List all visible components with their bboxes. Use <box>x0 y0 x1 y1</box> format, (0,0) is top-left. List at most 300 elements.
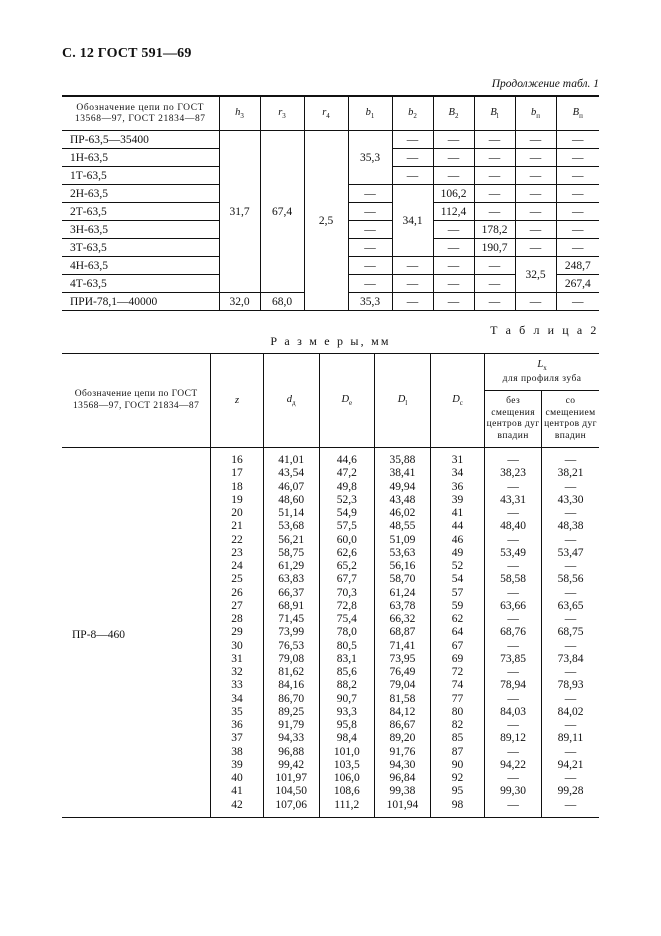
table-continuation-label: Продолжение табл. 1 <box>491 78 599 90</box>
header-B2-symbol: B <box>448 106 455 118</box>
pad-cell <box>430 812 484 818</box>
z-value: 33 <box>211 679 263 692</box>
cell-dash: — <box>474 275 515 293</box>
De2-value: 41 <box>430 507 484 520</box>
Bl-value: 190,7 <box>474 239 515 257</box>
header-bn-sub: п <box>536 112 540 121</box>
dd-value: 81,62 <box>263 666 319 679</box>
dd-value: 63,83 <box>263 573 319 586</box>
cell-dash: — <box>515 221 556 239</box>
Dl-value: 96,84 <box>375 772 431 785</box>
De1-value: 70,3 <box>319 587 374 600</box>
header-no-shift <box>485 391 542 448</box>
Lx-shift-value: 84,02 <box>542 706 599 719</box>
Lx-shift-value: — <box>542 560 599 573</box>
cell-dash: — <box>348 239 392 257</box>
De2-value: 44 <box>430 520 484 533</box>
De2-value: 64 <box>430 626 484 639</box>
header-r4 <box>304 96 348 131</box>
chain-name: 1Т-63,5 <box>62 167 219 185</box>
header-Dl-symbol: D <box>397 393 406 405</box>
header-dd-sub: д <box>291 399 296 408</box>
z-value: 39 <box>211 759 263 772</box>
b2-value: 34,1 <box>392 185 433 257</box>
table-1-header-row <box>62 96 599 131</box>
Lx-no-shift-value: 94,22 <box>485 759 542 772</box>
Dl-value: 101,94 <box>375 799 431 812</box>
header-designation-text: Обозначение цепи по ГОСТ 13568—97, ГОСТ 21834—87 <box>73 389 200 411</box>
Dl-value: 68,87 <box>375 626 431 639</box>
z-value: 35 <box>211 706 263 719</box>
De1-value: 106,0 <box>319 772 374 785</box>
cell-dash: — <box>392 149 433 167</box>
Lx-shift-value: — <box>542 772 599 785</box>
cell-dash: — <box>556 185 599 203</box>
De2-value: 31 <box>430 454 484 467</box>
De2-value: 49 <box>430 547 484 560</box>
Bl-value: 178,2 <box>474 221 515 239</box>
table-2 <box>62 353 599 818</box>
table-1-continuation <box>62 95 599 311</box>
cell-dash: — <box>474 293 515 311</box>
r4-value: 2,5 <box>304 131 348 311</box>
Lx-no-shift-value: 48,40 <box>485 520 542 533</box>
table-2-body <box>62 454 599 817</box>
De2-value: 62 <box>430 613 484 626</box>
dd-value: 51,14 <box>263 507 319 520</box>
header-Lx-sub: x <box>543 364 547 373</box>
cell-dash: — <box>556 221 599 239</box>
header-De2-symbol: D <box>452 393 460 405</box>
header-r3 <box>260 96 304 131</box>
De1-value: 57,5 <box>319 520 374 533</box>
z-value: 28 <box>211 613 263 626</box>
De2-value: 67 <box>430 640 484 653</box>
Dl-value: 61,24 <box>375 587 431 600</box>
cell-dash: — <box>433 221 474 239</box>
De1-value: 47,2 <box>319 467 374 480</box>
z-value: 30 <box>211 640 263 653</box>
table-2-header-row <box>62 354 599 391</box>
cell-dash: — <box>474 257 515 275</box>
Lx-no-shift-value: — <box>485 613 542 626</box>
cell-dash: — <box>515 149 556 167</box>
De1-value: 49,8 <box>319 481 374 494</box>
header-h3-symbol: h <box>235 106 241 118</box>
Lx-no-shift-value: — <box>485 666 542 679</box>
Lx-no-shift-value: 63,66 <box>485 600 542 613</box>
header-De1-symbol: D <box>341 393 350 405</box>
De2-value: 98 <box>430 799 484 812</box>
cell-dash: — <box>556 203 599 221</box>
Lx-no-shift-value: 99,30 <box>485 785 542 798</box>
dd-value: 99,42 <box>263 759 319 772</box>
z-value: 38 <box>211 746 263 759</box>
header-r4-sub: 4 <box>326 112 330 121</box>
cell-dash: — <box>348 185 392 203</box>
z-value: 25 <box>211 573 263 586</box>
Lx-no-shift-value: — <box>485 693 542 706</box>
dd-value: 91,79 <box>263 719 319 732</box>
pad-cell <box>542 812 599 818</box>
header-b1-symbol: b <box>365 106 371 118</box>
Lx-shift-value: — <box>542 693 599 706</box>
header-De1 <box>319 354 374 448</box>
pad-cell <box>485 812 542 818</box>
De2-value: 85 <box>430 732 484 745</box>
Dl-value: 73,95 <box>375 653 431 666</box>
De2-value: 95 <box>430 785 484 798</box>
cell-dash: — <box>433 293 474 311</box>
De1-value: 62,6 <box>319 547 374 560</box>
r3-value: 67,4 <box>260 131 304 293</box>
Bn-value: 248,7 <box>556 257 599 275</box>
cell-dash: — <box>515 293 556 311</box>
B2-value: 106,2 <box>433 185 474 203</box>
Dl-value: 86,67 <box>375 719 431 732</box>
Dl-value: 71,41 <box>375 640 431 653</box>
dd-value: 101,97 <box>263 772 319 785</box>
header-z-symbol: z <box>234 395 240 406</box>
cell-dash: — <box>556 131 599 149</box>
cell-dash: — <box>433 239 474 257</box>
Lx-shift-value: — <box>542 640 599 653</box>
dd-value: 76,53 <box>263 640 319 653</box>
Dl-value: 46,02 <box>375 507 431 520</box>
dd-value: 43,54 <box>263 467 319 480</box>
cell-dash: — <box>433 131 474 149</box>
z-value: 23 <box>211 547 263 560</box>
Lx-shift-value: 58,56 <box>542 573 599 586</box>
header-no-shift-text: без смещения центров дуг впадин <box>486 396 540 441</box>
header-b2-symbol: b <box>408 106 414 118</box>
header-Bl-sub: l <box>496 112 499 121</box>
cell-dash: — <box>474 167 515 185</box>
Lx-shift-value: 73,84 <box>542 653 599 666</box>
De2-value: 77 <box>430 693 484 706</box>
cell-dash: — <box>515 203 556 221</box>
header-De1-sub: e <box>349 399 353 408</box>
Lx-no-shift-value: — <box>485 560 542 573</box>
z-value: 37 <box>211 732 263 745</box>
z-value: 22 <box>211 534 263 547</box>
header-B2 <box>433 96 474 131</box>
Lx-no-shift-value: 38,23 <box>485 467 542 480</box>
dd-value: 56,21 <box>263 534 319 547</box>
cell-dash: — <box>433 149 474 167</box>
header-Dl-sub: l <box>405 399 408 408</box>
z-value: 32 <box>211 666 263 679</box>
dd-value: 96,88 <box>263 746 319 759</box>
Dl-value: 56,16 <box>375 560 431 573</box>
Dl-value: 91,76 <box>375 746 431 759</box>
dd-value: 84,16 <box>263 679 319 692</box>
Lx-no-shift-value: 53,49 <box>485 547 542 560</box>
Lx-no-shift-value: — <box>485 772 542 785</box>
Dl-value: 84,12 <box>375 706 431 719</box>
Lx-shift-value: — <box>542 666 599 679</box>
Dl-value: 94,30 <box>375 759 431 772</box>
r3-value: 68,0 <box>260 293 304 311</box>
cell-dash: — <box>392 131 433 149</box>
header-dd-symbol: d <box>286 393 292 405</box>
header-designation-text: Обозначение цепи по ГОСТ 13568—97, ГОСТ 21834—87 <box>74 102 206 124</box>
cell-dash: — <box>392 167 433 185</box>
header-Dl <box>375 354 431 448</box>
Dl-value: 43,48 <box>375 494 431 507</box>
header-De2 <box>430 354 484 448</box>
dd-value: 73,99 <box>263 626 319 639</box>
De1-value: 111,2 <box>319 799 374 812</box>
De1-value: 78,0 <box>319 626 374 639</box>
z-value: 17 <box>211 467 263 480</box>
header-designation <box>62 96 219 131</box>
De2-value: 87 <box>430 746 484 759</box>
De1-value: 90,7 <box>319 693 374 706</box>
De1-value: 103,5 <box>319 759 374 772</box>
z-value: 31 <box>211 653 263 666</box>
dd-value: 66,37 <box>263 587 319 600</box>
De1-value: 83,1 <box>319 653 374 666</box>
Lx-shift-value: — <box>542 534 599 547</box>
De2-value: 54 <box>430 573 484 586</box>
Lx-no-shift-value: 68,76 <box>485 626 542 639</box>
Lx-shift-value: 43,30 <box>542 494 599 507</box>
z-value: 18 <box>211 481 263 494</box>
De1-value: 80,5 <box>319 640 374 653</box>
chain-name: 3Н-63,5 <box>62 221 219 239</box>
B2-value: 112,4 <box>433 203 474 221</box>
z-value: 21 <box>211 520 263 533</box>
dd-value: 48,60 <box>263 494 319 507</box>
header-b2-sub: 2 <box>413 112 417 121</box>
table-row <box>62 454 599 467</box>
header-r3-symbol: r <box>278 106 283 118</box>
Dl-value: 53,63 <box>375 547 431 560</box>
Dl-value: 48,55 <box>375 520 431 533</box>
header-B2-sub: 2 <box>454 112 459 121</box>
cell-dash: — <box>392 275 433 293</box>
Lx-shift-value: — <box>542 746 599 759</box>
header-Bn-symbol: B <box>572 106 580 118</box>
Dl-value: 51,09 <box>375 534 431 547</box>
Dl-value: 99,38 <box>375 785 431 798</box>
dd-value: 41,01 <box>263 454 319 467</box>
De2-value: 92 <box>430 772 484 785</box>
De2-value: 36 <box>430 481 484 494</box>
cell-dash: — <box>556 239 599 257</box>
cell-dash: — <box>348 275 392 293</box>
chain-name: ПРИ-78,1—40000 <box>70 295 158 308</box>
dd-value: 71,45 <box>263 613 319 626</box>
cell-dash: — <box>433 257 474 275</box>
cell-dash: — <box>474 185 515 203</box>
chain-name: ПР-63,5—35400 <box>62 131 219 149</box>
Lx-shift-value: 68,75 <box>542 626 599 639</box>
dd-value: 94,33 <box>263 732 319 745</box>
dd-value: 53,68 <box>263 520 319 533</box>
De1-value: 65,2 <box>319 560 374 573</box>
De2-value: 34 <box>430 467 484 480</box>
De2-value: 82 <box>430 719 484 732</box>
De1-value: 72,8 <box>319 600 374 613</box>
b1-value: 35,3 <box>348 293 392 311</box>
cell-dash: — <box>348 203 392 221</box>
table-2-subtitle: Р а з м е р ы, мм <box>270 334 391 348</box>
cell-dash: — <box>474 131 515 149</box>
De2-value: 39 <box>430 494 484 507</box>
Dl-value: 81,58 <box>375 693 431 706</box>
cell-dash: — <box>392 257 433 275</box>
Lx-shift-value: 53,47 <box>542 547 599 560</box>
cell-dash: — <box>392 293 433 311</box>
Lx-shift-value: 78,93 <box>542 679 599 692</box>
cell-dash: — <box>348 257 392 275</box>
Dl-value: 89,20 <box>375 732 431 745</box>
Lx-no-shift-value: 58,58 <box>485 573 542 586</box>
h3-value: 32,0 <box>219 293 260 311</box>
De1-value: 67,7 <box>319 573 374 586</box>
De1-value: 85,6 <box>319 666 374 679</box>
De1-value: 95,8 <box>319 719 374 732</box>
z-value: 40 <box>211 772 263 785</box>
De2-value: 69 <box>430 653 484 666</box>
De1-value: 44,6 <box>319 454 374 467</box>
z-value: 26 <box>211 587 263 600</box>
cell-dash: — <box>348 221 392 239</box>
z-value: 19 <box>211 494 263 507</box>
header-bn-symbol: b <box>531 106 537 118</box>
dd-value: 58,75 <box>263 547 319 560</box>
z-value: 24 <box>211 560 263 573</box>
chain-name: 2Н-63,5 <box>62 185 219 203</box>
De1-value: 54,9 <box>319 507 374 520</box>
Lx-shift-value: 38,21 <box>542 467 599 480</box>
Bn-value: 267,4 <box>556 275 599 293</box>
Lx-shift-value: — <box>542 454 599 467</box>
dd-value: 86,70 <box>263 693 319 706</box>
cell-dash: — <box>515 239 556 257</box>
header-Lx-symbol: L <box>537 359 544 371</box>
Lx-no-shift-value: 89,12 <box>485 732 542 745</box>
chain-name: 3Т-63,5 <box>62 239 219 257</box>
header-dd <box>263 354 319 448</box>
cell-dash: — <box>515 185 556 203</box>
De1-value: 98,4 <box>319 732 374 745</box>
z-value: 34 <box>211 693 263 706</box>
pad-cell <box>375 812 431 818</box>
Dl-value: 63,78 <box>375 600 431 613</box>
z-value: 42 <box>211 799 263 812</box>
De2-value: 52 <box>430 560 484 573</box>
header-b2 <box>392 96 433 131</box>
Lx-no-shift-value: — <box>485 454 542 467</box>
Lx-no-shift-value: 43,31 <box>485 494 542 507</box>
dd-value: 61,29 <box>263 560 319 573</box>
Lx-shift-value: — <box>542 799 599 812</box>
pad-cell <box>263 812 319 818</box>
header-r4-symbol: r <box>322 106 327 118</box>
header-h3 <box>219 96 260 131</box>
header-b1-sub: 1 <box>370 112 375 121</box>
dd-value: 104,50 <box>263 785 319 798</box>
cell-dash: — <box>474 149 515 167</box>
Dl-value: 79,04 <box>375 679 431 692</box>
De1-value: 88,2 <box>319 679 374 692</box>
Lx-no-shift-value: 84,03 <box>485 706 542 719</box>
Dl-value: 38,41 <box>375 467 431 480</box>
Lx-no-shift-value: — <box>485 587 542 600</box>
z-value: 29 <box>211 626 263 639</box>
Lx-no-shift-value: — <box>485 534 542 547</box>
De2-value: 74 <box>430 679 484 692</box>
De1-value: 52,3 <box>319 494 374 507</box>
header-Bl-symbol: B <box>490 106 497 118</box>
header-r3-sub: 3 <box>282 112 286 121</box>
Lx-no-shift-value: — <box>485 719 542 732</box>
Lx-no-shift-value: — <box>485 799 542 812</box>
De2-value: 46 <box>430 534 484 547</box>
Lx-no-shift-value: 78,94 <box>485 679 542 692</box>
Lx-shift-value: 99,28 <box>542 785 599 798</box>
De2-value: 57 <box>430 587 484 600</box>
Lx-shift-value: 89,11 <box>542 732 599 745</box>
chain-name: ПР-8—460 <box>72 628 126 641</box>
header-shift-text: со смещением центров дуг впадин <box>544 396 597 441</box>
table-2-title: Т а б л и ц а 2 <box>490 323 599 337</box>
Dl-value: 49,94 <box>375 481 431 494</box>
De2-value: 72 <box>430 666 484 679</box>
dd-value: 46,07 <box>263 481 319 494</box>
header-Lx <box>485 354 599 391</box>
header-Bl <box>474 96 515 131</box>
Lx-no-shift-value: — <box>485 481 542 494</box>
z-value: 20 <box>211 507 263 520</box>
header-shift <box>542 391 599 448</box>
chain-name: 4Т-63,5 <box>62 275 219 293</box>
dd-value: 107,06 <box>263 799 319 812</box>
Lx-shift-value: — <box>542 507 599 520</box>
Dl-value: 76,49 <box>375 666 431 679</box>
cell-dash: — <box>474 203 515 221</box>
pad-cell <box>211 812 263 818</box>
header-bn <box>515 96 556 131</box>
header-designation <box>62 354 211 448</box>
Lx-no-shift-value: — <box>485 640 542 653</box>
Lx-shift-value: — <box>542 587 599 600</box>
cell-dash: — <box>433 275 474 293</box>
cell-dash: — <box>515 131 556 149</box>
De2-value: 59 <box>430 600 484 613</box>
bn-value: 32,5 <box>515 257 556 293</box>
cell-dash: — <box>556 149 599 167</box>
chain-name: 2Т-63,5 <box>62 203 219 221</box>
cell-dash: — <box>556 167 599 185</box>
table-row <box>62 131 599 149</box>
header-Bn <box>556 96 599 131</box>
header-h3-sub: 3 <box>240 112 244 121</box>
Lx-shift-value: — <box>542 481 599 494</box>
z-value: 16 <box>211 454 263 467</box>
header-b1 <box>348 96 392 131</box>
De1-value: 108,6 <box>319 785 374 798</box>
dd-value: 68,91 <box>263 600 319 613</box>
De1-value: 101,0 <box>319 746 374 759</box>
cell-dash: — <box>433 167 474 185</box>
chain-name: 1Н-63,5 <box>62 149 219 167</box>
b1-value: 35,3 <box>348 131 392 185</box>
De1-value: 75,4 <box>319 613 374 626</box>
